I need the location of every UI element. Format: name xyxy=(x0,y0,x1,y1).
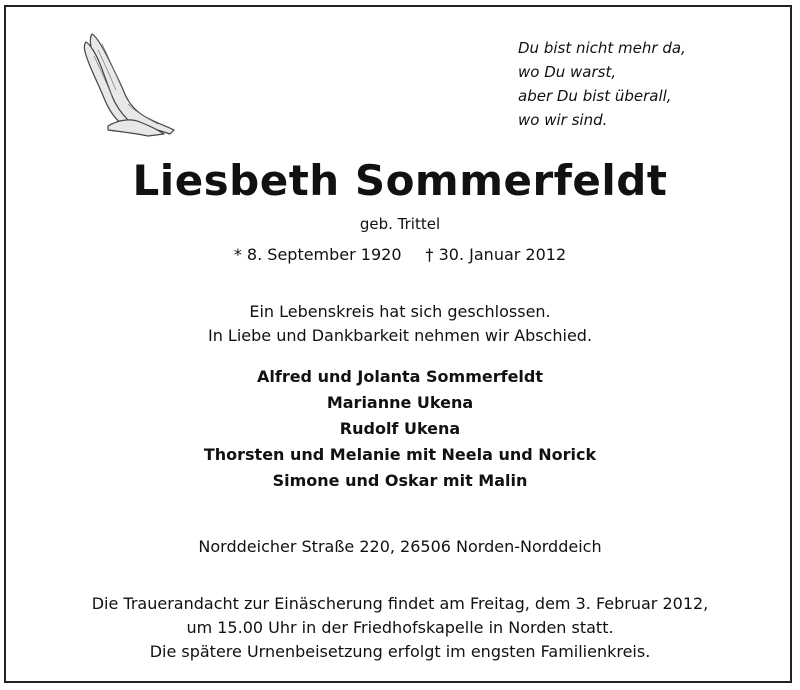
poem xyxy=(518,36,686,132)
address: Norddeicher Straße 220, 26506 Norden-Norddeich xyxy=(198,537,602,556)
notice-line: Die Trauerandacht zur Einäscherung findet am Freitag, dem 3. Februar 2012, xyxy=(91,594,709,613)
service-notice xyxy=(0,592,800,664)
mourner: Alfred und Jolanta Sommerfeldt xyxy=(256,367,544,386)
mourners-list xyxy=(0,364,800,494)
farewell-line: Ein Lebenskreis hat sich geschlossen. xyxy=(249,302,551,321)
poem-line: aber Du bist überall, xyxy=(518,87,672,105)
mourner: Rudolf Ukena xyxy=(339,419,461,438)
mourner: Marianne Ukena xyxy=(326,393,474,412)
mourner: Simone und Oskar mit Malin xyxy=(272,471,528,490)
farewell-line: In Liebe und Dankbarkeit nehmen wir Abschied. xyxy=(207,326,593,345)
birth-date: * 8. September 1920 xyxy=(233,245,402,264)
poem-line: wo wir sind. xyxy=(518,111,608,129)
mourner: Thorsten und Melanie mit Neela und Norick xyxy=(203,445,597,464)
farewell-text xyxy=(0,300,800,348)
praying-hands-icon xyxy=(78,30,178,138)
birth-name: geb. Trittel xyxy=(359,215,441,233)
life-dates xyxy=(0,245,800,264)
death-date: † 30. Januar 2012 xyxy=(425,245,567,264)
poem-line: Du bist nicht mehr da, xyxy=(518,39,686,57)
notice-line: Die spätere Urnenbeisetzung erfolgt im engsten Familienkreis. xyxy=(149,642,651,661)
notice-line: um 15.00 Uhr in der Friedhofskapelle in Norden statt. xyxy=(186,618,614,637)
poem-line: wo Du warst, xyxy=(518,63,617,81)
deceased-name: Liesbeth Sommerfeldt xyxy=(132,156,668,205)
